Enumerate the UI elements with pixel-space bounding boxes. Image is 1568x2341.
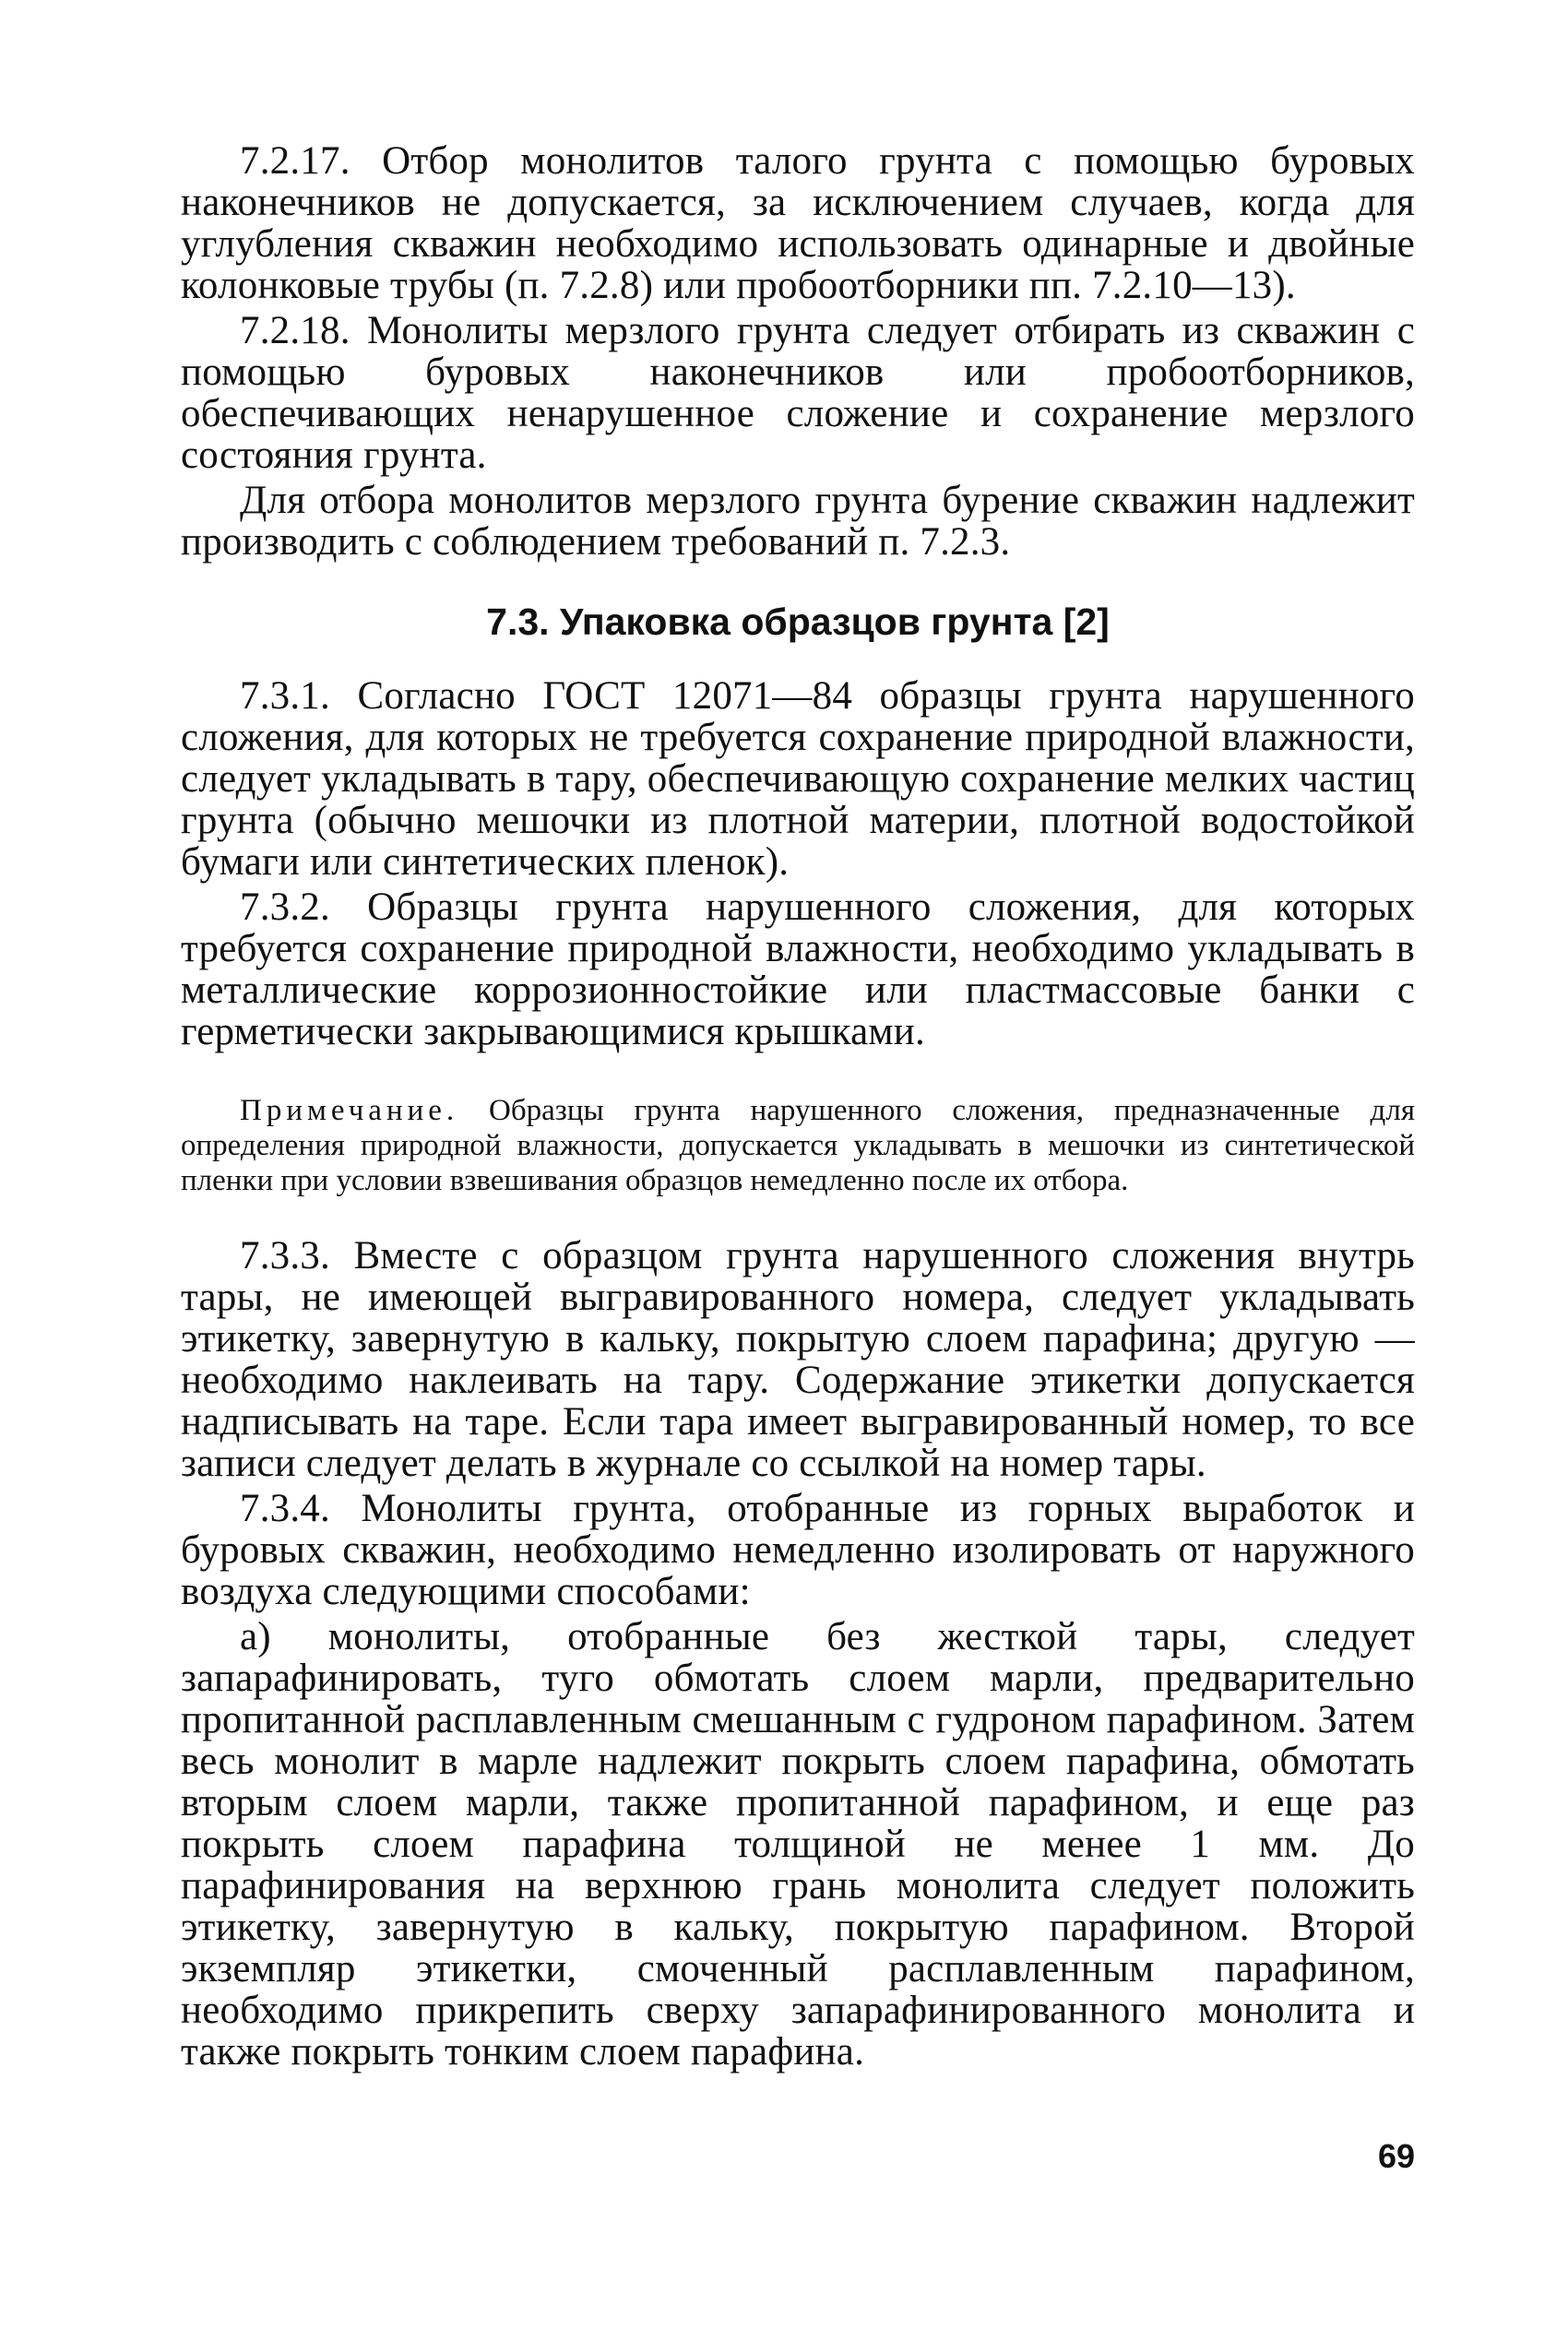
paragraph-7-2-17: 7.2.17. Отбор монолитов талого грунта с помощью буровых наконечников не допускается, за исключением случаев, когда для углубления скважин необходимо использовать одинарные и двойные колонковые трубы (п. 7.2.8) или пробоотборники пп. 7.2.10—13). [181, 139, 1415, 307]
paragraph-7-3-2: 7.3.2. Образцы грунта нарушенного сложения, для которых требуется сохранение природной влажности, необходимо укладывать в металлические коррозионностойкие или пластмассовые банки с герметически закрывающимися крышками. [181, 885, 1415, 1053]
document-page [181, 140, 1415, 2073]
paragraph-7-3-4: 7.3.4. Монолиты грунта, отобранные из горных выработок и буровых скважин, необходимо немедленно изолировать от наружного воздуха следующими способами: [181, 1487, 1415, 1613]
page-number: 69 [1377, 2137, 1415, 2175]
paragraph-frozen-drilling: Для отбора монолитов мерзлого грунта бурение скважин надлежит производить с соблюдением требований п. 7.2.3. [181, 479, 1415, 564]
note-label: Примечание. [240, 1094, 459, 1127]
paragraph-7-3-3: 7.3.3. Вместе с образцом грунта нарушенного сложения внутрь тары, не имеющей выгравированного номера, следует укладывать этикетку, завернутую в кальку, покрытую слоем парафина; другую — необходимо наклеивать на тару. Содержание этикетки допускается надписывать на таре. Если тара имеет выгравированный номер, то все записи следует делать в журнале со ссылкой на номер тары. [181, 1234, 1415, 1485]
paragraph-7-2-18: 7.2.18. Монолиты мерзлого грунта следует отбирать из скважин с помощью буровых наконечников или пробоотборников, обеспечивающих ненарушенное сложение и сохранение мерзлого состояния грунта. [181, 309, 1415, 477]
paragraph-item-a: а) монолиты, отобранные без жесткой тары, следует запарафинировать, туго обмотать слоем марли, предварительно пропитанной расплавленным смешанным с гудроном парафином. Затем весь монолит в марле надлежит покрыть слоем парафина, обмотать вторым слоем марли, также пропитанной парафином, и еще раз покрыть слоем парафина толщиной не менее 1 мм. До парафинирования на верхнюю грань монолита следует положить этикетку, завернутую в кальку, покрытую парафином. Второй экземпляр этикетки, смоченный расплавленным парафином, необходимо прикрепить сверху запарафинированного монолита и также покрыть тонким слоем парафина. [181, 1615, 1415, 2074]
note-text: Образцы грунта нарушенного сложения, предназначенные для определения природной влажности, допускается укладывать в мешочки из синтетической пленки при условии взвешивания образцов немедленно после их отбора. [181, 1094, 1415, 1197]
paragraph-7-3-1: 7.3.1. Согласно ГОСТ 12071—84 образцы грунта нарушенного сложения, для которых не требуется сохранение природной влажности, следует укладывать в тару, обеспечивающую сохранение мелких частиц грунта (обычно мешочки из плотной материи, плотной водостойкой бумаги или синтетических пленок). [181, 674, 1415, 884]
section-title: 7.3. Упаковка образцов грунта [2] [486, 600, 1110, 643]
note [181, 1093, 1415, 1198]
